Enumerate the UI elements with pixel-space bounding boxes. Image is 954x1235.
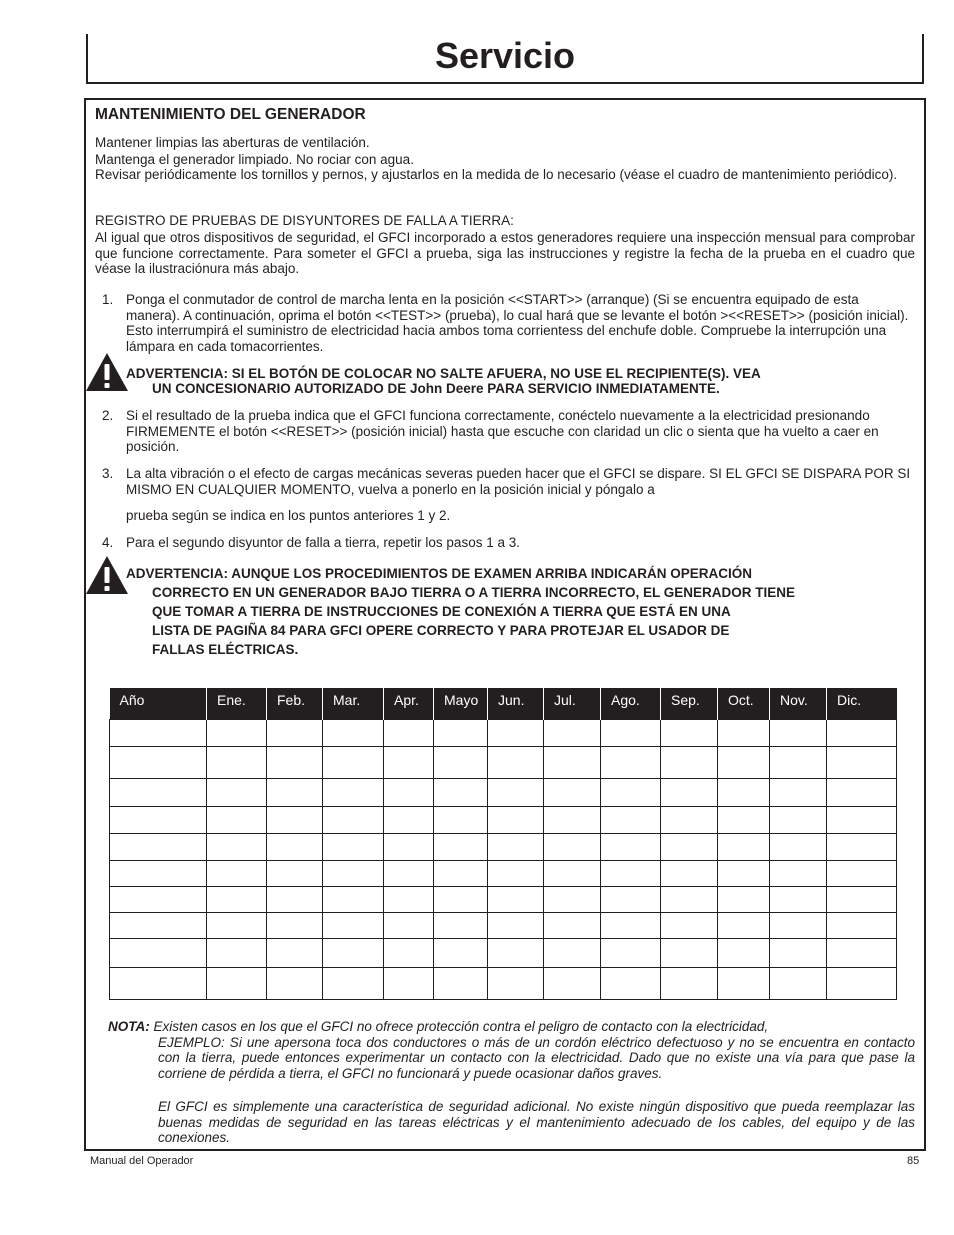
table-cell [827,779,897,807]
table-cell [323,720,384,747]
table-cell [661,913,718,939]
table-row [110,861,897,887]
table-cell [323,834,384,861]
table-cell [323,779,384,807]
table-cell [544,720,601,747]
registro-heading: REGISTRO DE PRUEBAS DE DISYUNTORES DE FALLA A TIERRA: [95,213,514,228]
note-label: NOTA: [108,1019,150,1034]
warning-2-line-5: FALLAS ELÉCTRICAS. [152,642,299,657]
table-cell [110,861,207,887]
warning-triangle-icon [85,555,129,595]
table-cell [544,807,601,834]
header-aug: Ago. [601,688,661,720]
table-cell [207,861,267,887]
table-cell [827,939,897,968]
title-box [86,34,924,84]
note-block [108,1019,915,1146]
table-cell [488,913,544,939]
table-cell [434,720,488,747]
table-cell [601,968,661,1000]
table-cell [384,887,434,913]
table-cell [488,968,544,1000]
table-cell [488,887,544,913]
table-cell [207,807,267,834]
table-cell [323,887,384,913]
table-row [110,913,897,939]
table-cell [488,807,544,834]
table-cell [601,861,661,887]
table-row [110,834,897,861]
header-oct: Oct. [718,688,770,720]
table-cell [110,887,207,913]
table-cell [384,779,434,807]
table-cell [544,861,601,887]
page-number: 85 [907,1155,920,1167]
table-cell [718,834,770,861]
registro-text: Al igual que otros dispositivos de seguridad, el GFCI incorporado a estos generadores requiere una inspección mensual para comprobar que funcione correctamente. Para someter el GFCI a prueba, siga las instrucciones y registre la fecha de la prueba en el cuadro que véase la ilustraciónura más abajo. [95,230,915,276]
table-row [110,939,897,968]
step-2-text: Si el resultado de la prueba indica que el GFCI funciona correctamente, conéctelo nuevamente a la electricidad presionando FIRMEMENTE el botón <<RESET>> (posición inicial) hasta que escuche con claridad un clic o sienta que ha vuelto a caer en posición. [126,408,879,454]
table-cell [718,720,770,747]
note-text-1: Existen casos en los que el GFCI no ofrece protección contra el peligro de contacto con la electricidad, [153,1019,769,1034]
table-cell [661,887,718,913]
warning-triangle-icon [85,352,129,392]
table-cell [207,913,267,939]
table-cell [488,747,544,779]
table-cell [827,807,897,834]
step-1-number: 1. [102,292,114,307]
table-cell [384,834,434,861]
warning-1-line-1: ADVERTENCIA: SI EL BOTÓN DE COLOCAR NO SALTE AFUERA, NO USE EL RECIPIENTE(S). VEA [126,366,761,381]
warning-1 [126,365,915,398]
table-cell [661,747,718,779]
table-cell [661,807,718,834]
table-cell [488,779,544,807]
table-cell [661,779,718,807]
step-4-text: Para el segundo disyuntor de falla a tierra, repetir los pasos 1 a 3. [126,535,520,550]
header-dec: Dic. [827,688,897,720]
table-cell [827,887,897,913]
table-cell [718,807,770,834]
intro-line-1: Mantener limpias las aberturas de ventilación. [95,135,370,150]
warning-2-line-3: QUE TOMAR A TIERRA DE INSTRUCCIONES DE CONEXIÓN A TIERRA QUE ESTÁ EN UNA [152,604,731,619]
table-cell [434,939,488,968]
table-cell [110,968,207,1000]
table-cell [434,834,488,861]
table-cell [544,939,601,968]
table-cell [718,887,770,913]
table-cell [770,779,827,807]
table-cell [718,747,770,779]
table-cell [110,807,207,834]
table-cell [323,968,384,1000]
table-cell [384,720,434,747]
table-row [110,807,897,834]
table-cell [384,913,434,939]
table-cell [770,861,827,887]
step-1-text: Ponga el conmutador de control de marcha lenta en la posición <<START>> (arranque) (Si se encuentra equipado de esta manera). A continuación, oprima el botón <<TEST>> (prueba), lo cual hará que se levante el botón ><<RESET>> (posición inicial). Esto interrumpirá el suministro de electricidad hacia ambos toma corrientess del enchufe doble. Compruebe la interrupción una lámpara en cada tomacorrientes. [126,292,909,354]
header-may: Mayo [434,688,488,720]
header-feb: Feb. [267,688,323,720]
table-cell [827,861,897,887]
table-cell [207,747,267,779]
table-cell [323,747,384,779]
table-cell [267,747,323,779]
table-body [110,720,897,1000]
table-cell [384,968,434,1000]
table-cell [488,834,544,861]
table-cell [770,968,827,1000]
table-cell [770,747,827,779]
table-cell [267,939,323,968]
table-cell [323,807,384,834]
table-header-row [110,688,897,720]
table-cell [323,861,384,887]
table-cell [827,720,897,747]
table-cell [770,913,827,939]
table-cell [770,807,827,834]
table-cell [661,720,718,747]
table-cell [544,913,601,939]
table-cell [601,887,661,913]
table-cell [488,861,544,887]
table-cell [110,720,207,747]
table-cell [267,779,323,807]
table-cell [661,834,718,861]
table-cell [434,747,488,779]
table-cell [544,887,601,913]
table-cell [601,720,661,747]
table-cell [827,834,897,861]
table-cell [434,779,488,807]
table-cell [323,939,384,968]
table-cell [718,779,770,807]
table-cell [488,720,544,747]
table-cell [267,720,323,747]
table-cell [661,968,718,1000]
table-row [110,887,897,913]
table-cell [770,939,827,968]
table-cell [110,834,207,861]
table-cell [207,720,267,747]
note-text-3: El GFCI es simplemente una característica de seguridad adicional. No existe ningún dispositivo que pueda reemplazar las buenas medidas de seguridad en las tareas eléctricas y el mantenimiento adecuado de los cables, del equipo y de las conexiones. [158,1099,915,1145]
header-apr: Apr. [384,688,434,720]
table-cell [661,939,718,968]
table-row [110,779,897,807]
table-cell [770,720,827,747]
table-cell [434,913,488,939]
header-jun: Jun. [488,688,544,720]
table-cell [661,861,718,887]
table-cell [267,913,323,939]
warning-2-line-4: LISTA DE PAGIÑA 84 PARA GFCI OPERE CORRECTO Y PARA PROTEJAR EL USADOR DE [152,623,730,638]
table-cell [601,834,661,861]
table-cell [718,939,770,968]
table-cell [110,913,207,939]
page-title: Servicio [434,35,576,76]
table-cell [434,968,488,1000]
table-cell [488,939,544,968]
table-cell [323,913,384,939]
table-cell [384,861,434,887]
table-cell [544,968,601,1000]
header-jan: Ene. [207,688,267,720]
table-cell [207,939,267,968]
step-4-number: 4. [102,535,114,550]
table-cell [267,807,323,834]
table-cell [544,779,601,807]
section-heading: MANTENIMIENTO DEL GENERADOR [95,106,366,123]
table-cell [434,861,488,887]
table-cell [718,861,770,887]
table-cell [384,939,434,968]
note-text-2: EJEMPLO: Si une apersona toca dos conductores o más de un cordón eléctrico defectuoso y no se encuentra en contacto con la tierra, puede entonces experimentar un contacto con la electricidad. Dado que no existe una vía para que pase la corriene de pérdida a tierra, el GFCI no funcionará y puede ocasionar daños graves. [158,1034,915,1081]
table-cell [267,861,323,887]
table-cell [601,913,661,939]
table-cell [110,747,207,779]
table-cell [544,747,601,779]
table-row [110,968,897,1000]
table-cell [544,834,601,861]
header-sep: Sep. [661,688,718,720]
table-row [110,720,897,747]
step-3-text: La alta vibración o el efecto de cargas mecánicas severas pueden hacer que el GFCI se dispare. SI EL GFCI SE DISPARA POR SI MISMO EN CUALQUIER MOMENTO, vuelva a ponerlo en la posición inicial y póngalo a [126,466,911,497]
table-cell [434,807,488,834]
warning-2-line-2: CORRECTO EN UN GENERADOR BAJO TIERRA O A TIERRA INCORRECTO, EL GENERADOR TIENE [152,585,796,600]
warning-2 [126,564,915,659]
table-cell [601,807,661,834]
table-cell [718,968,770,1000]
table-cell [267,834,323,861]
table-cell [207,887,267,913]
table-cell [827,747,897,779]
table-cell [207,834,267,861]
step-3-text-continued: prueba según se indica en los puntos anteriores 1 y 2. [126,508,451,523]
table-cell [207,968,267,1000]
gfci-test-log-table [109,688,897,1000]
step-2-number: 2. [102,408,114,423]
table-cell [718,913,770,939]
header-mar: Mar. [323,688,384,720]
table-cell [110,779,207,807]
header-nov: Nov. [770,688,827,720]
table-cell [267,968,323,1000]
table-cell [827,968,897,1000]
table-cell [384,807,434,834]
table-cell [601,939,661,968]
table-cell [267,887,323,913]
table-cell [770,887,827,913]
table-cell [384,747,434,779]
table-cell [601,747,661,779]
table-cell [827,913,897,939]
intro-line-3: Revisar periódicamente los tornillos y pernos, y ajustarlos en la medida de lo necesario (véase el cuadro de mantenimiento periódico). [95,167,898,182]
footer-manual-title: Manual del Operador [90,1155,194,1167]
table-cell [601,779,661,807]
table-cell [207,779,267,807]
warning-1-line-2: UN CONCESIONARIO AUTORIZADO DE John Deere PARA SERVICIO INMEDIATAMENTE. [152,381,720,396]
step-3-number: 3. [102,466,114,481]
header-year: Año [110,688,207,720]
header-jul: Jul. [544,688,601,720]
intro-line-2: Mantenga el generador limpiado. No rociar con agua. [95,152,414,167]
warning-2-line-1: ADVERTENCIA: AUNQUE LOS PROCEDIMIENTOS DE EXAMEN ARRIBA INDICARÁN OPERACIÓN [126,566,753,581]
table-cell [110,939,207,968]
table-cell [770,834,827,861]
table-row [110,747,897,779]
table-cell [434,887,488,913]
